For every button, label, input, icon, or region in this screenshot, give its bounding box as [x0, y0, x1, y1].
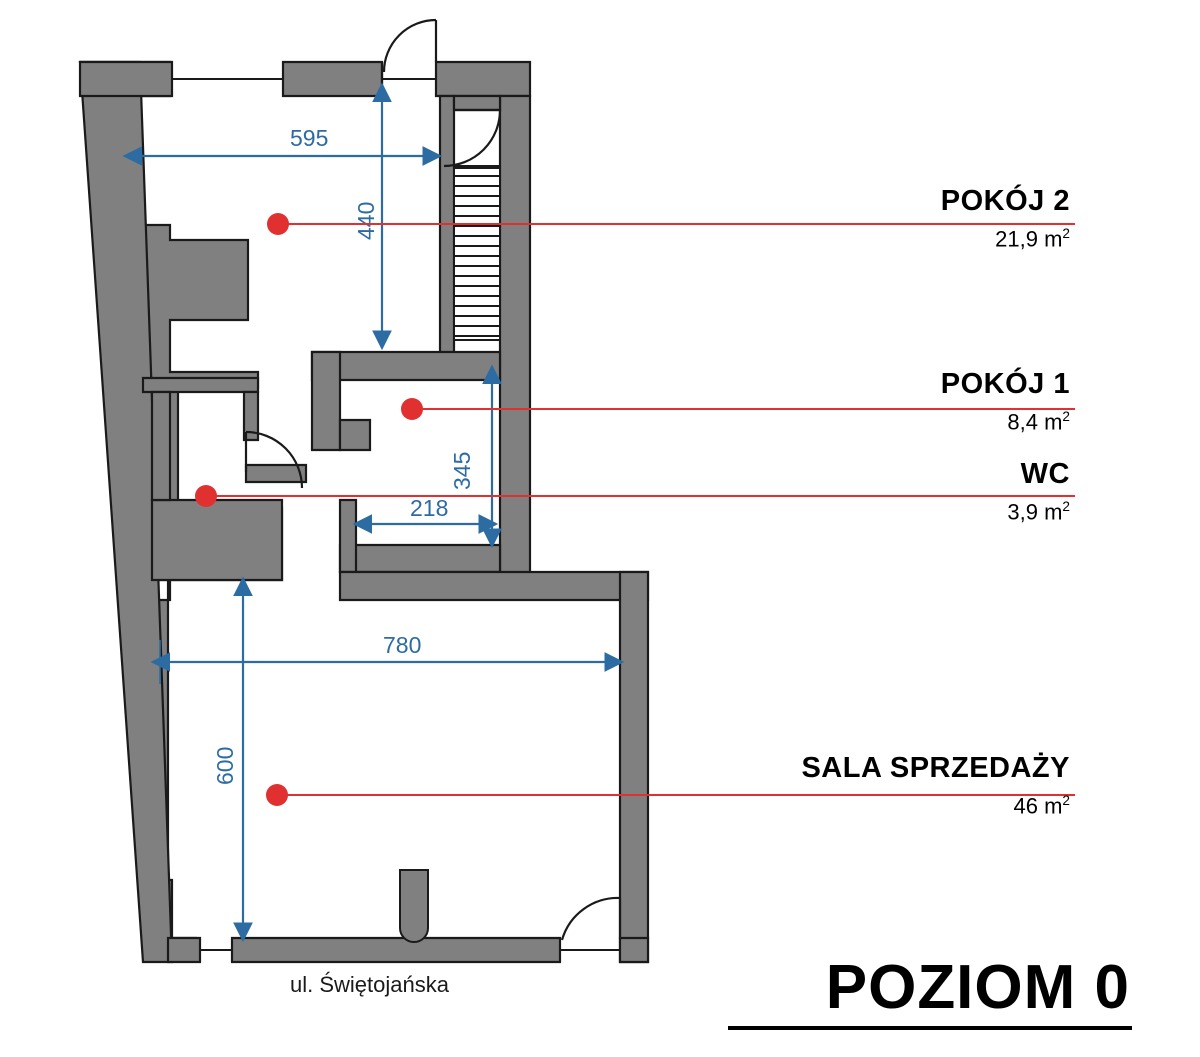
room-area-value-pokoj2: 21,9 m	[995, 226, 1063, 252]
door-top-entry	[382, 20, 436, 96]
room-area-wc	[1007, 499, 1070, 525]
room-area-pokoj2	[941, 226, 1070, 252]
room-area-unit-sala: 2	[1062, 793, 1070, 808]
dim-600-text: 600	[212, 746, 238, 785]
dim-595-text: 595	[290, 125, 329, 151]
room-area-unit-pokoj1: 2	[1062, 409, 1070, 424]
dim-780-text: 780	[383, 632, 422, 658]
marker-sala	[266, 784, 288, 806]
door-sala-bottom	[562, 898, 620, 940]
walls	[80, 62, 648, 962]
room-name-wc: WC	[1020, 458, 1070, 490]
room-area-unit-pokoj2: 2	[1062, 226, 1070, 241]
level-title-underline	[728, 1026, 1132, 1030]
street-name-label: ul. Świętojańska	[290, 972, 449, 997]
marker-pokoj1	[401, 398, 423, 420]
staircase	[454, 166, 500, 340]
dim-345-text: 345	[449, 451, 475, 490]
dim-218-text: 218	[410, 495, 449, 521]
room-label-wc	[1007, 458, 1070, 525]
fixture-counter	[400, 870, 428, 942]
room-name-pokoj1: POKÓJ 1	[940, 368, 1070, 400]
room-area-unit-wc: 2	[1062, 499, 1070, 514]
room-label-sala	[801, 752, 1070, 819]
room-area-sala	[801, 793, 1070, 819]
room-label-pokoj2	[941, 185, 1070, 252]
marker-pokoj2	[267, 213, 289, 235]
room-name-pokoj2: POKÓJ 2	[940, 185, 1070, 217]
marker-wc	[195, 485, 217, 507]
room-name-sala: SALA SPRZEDAŻY	[801, 752, 1070, 784]
room-area-value-pokoj1: 8,4 m	[1007, 409, 1063, 435]
level-title: POZIOM 0	[825, 953, 1130, 1022]
dim-440-text: 440	[353, 201, 379, 240]
room-area-value-sala: 46 m	[1013, 793, 1063, 819]
room-label-pokoj1	[941, 368, 1070, 435]
room-area-value-wc: 3,9 m	[1007, 499, 1063, 525]
room-area-pokoj1	[941, 409, 1070, 435]
